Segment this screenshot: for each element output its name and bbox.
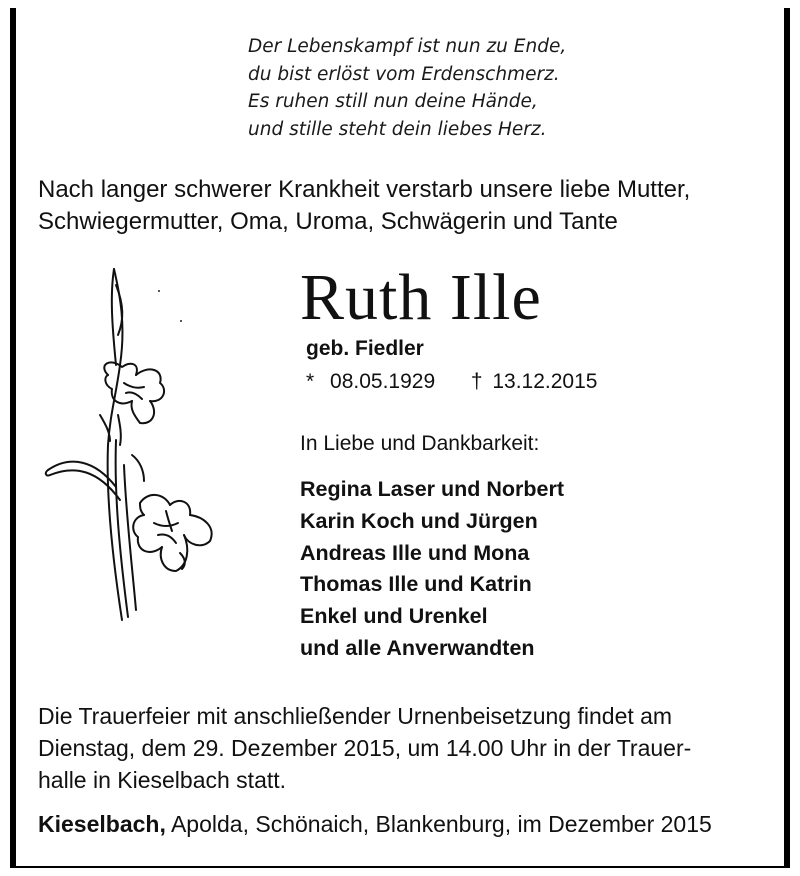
intro-line: Nach langer schwerer Krankheit verstarb unsere liebe Mutter, [38, 176, 691, 203]
life-dates [306, 370, 597, 394]
mourner-entry: Thomas Ille und Katrin [300, 572, 532, 597]
service-line: Dienstag, dem 29. Dezember 2015, um 14.00 Uhr in der Trauer- [38, 735, 692, 761]
service-line: halle in Kieselbach statt. [38, 767, 287, 793]
maiden-name: geb. Fiedler [306, 337, 424, 360]
intro-line: Schwiegermutter, Oma, Uroma, Schwägerin und Tante [38, 208, 618, 235]
poem-line: du bist erlöst vom Erdenschmerz. [248, 63, 560, 85]
mourner-entry: Regina Laser und Norbert [300, 477, 565, 501]
deceased-name: Ruth Ille [300, 261, 542, 334]
mourner-entry: und alle Anverwandten [300, 635, 535, 660]
intro-text [38, 174, 690, 238]
birth-symbol: * [306, 370, 315, 393]
speck-mark [158, 290, 160, 292]
poem-line: und stille steht dein liebes Herz. [248, 118, 547, 140]
mourner-entry: Enkel und Urenkel [300, 604, 488, 629]
poem-line: Es ruhen still nun deine Hände, [248, 91, 538, 112]
place-date-line [38, 811, 712, 838]
service-announcement [38, 700, 691, 796]
mourner-entry: Karin Koch und Jürgen [300, 508, 538, 533]
place-rest: Apolda, Schönaich, Blankenburg, im Dezember 2015 [165, 811, 712, 837]
mourner-entry: Andreas Ille und Mona [300, 540, 530, 565]
speck-mark [180, 320, 182, 322]
death-symbol: † [470, 370, 483, 393]
place-primary: Kieselbach, [38, 811, 166, 837]
death-date: 13.12.2015 [492, 370, 598, 393]
iris-flower-drawing-icon [40, 265, 230, 630]
service-line: Die Trauerfeier mit anschließender Urnenbeisetzung findet am [38, 703, 673, 729]
poem-line: Der Lebenskampf ist nun zu Ende, [248, 36, 567, 57]
thanks-line: In Liebe und Dankbarkeit: [300, 432, 540, 455]
poem [248, 33, 566, 143]
mourners-list [300, 474, 564, 665]
birth-date: 08.05.1929 [330, 370, 436, 393]
